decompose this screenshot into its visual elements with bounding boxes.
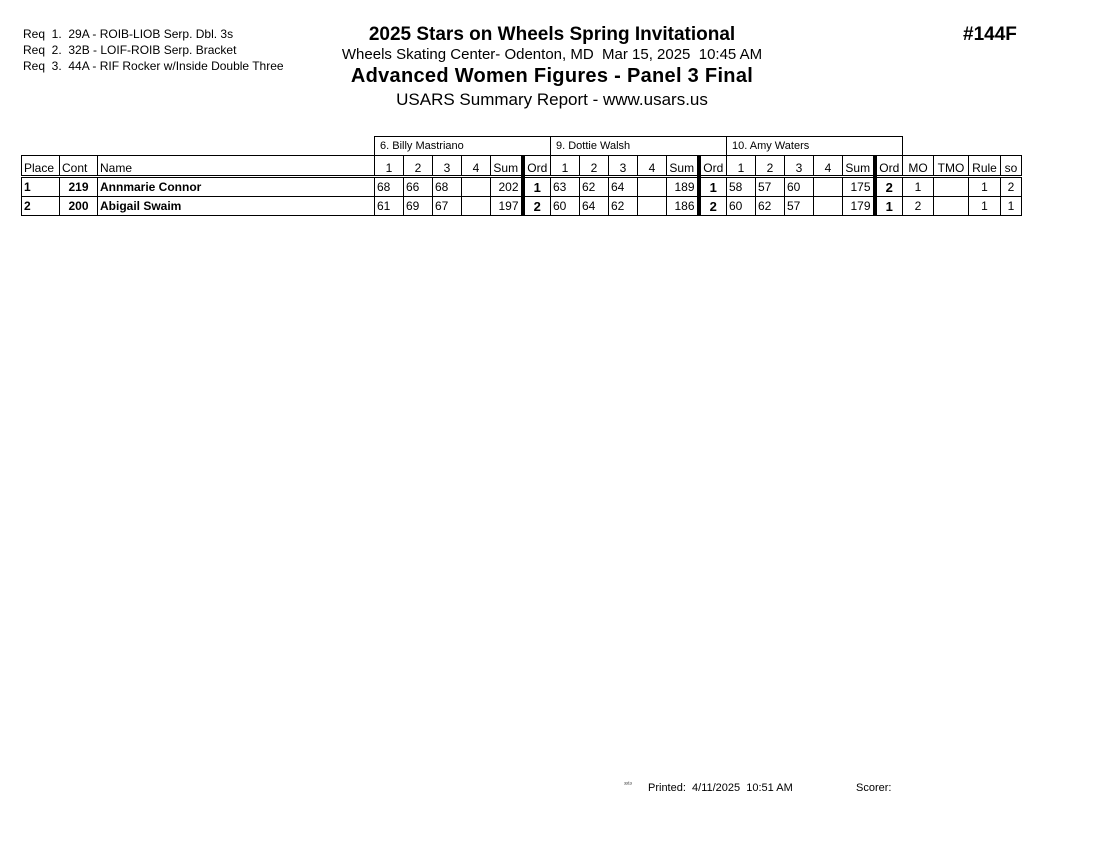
col-j3-score-2: 2: [756, 156, 785, 177]
col-j1-sum: Sum: [491, 156, 523, 177]
score-cell: [638, 197, 667, 216]
col-j2-ord: Ord: [699, 156, 727, 177]
col-j2-score-1: 1: [551, 156, 580, 177]
col-name: Name: [98, 156, 375, 177]
event-title: Advanced Women Figures - Panel 3 Final: [350, 65, 754, 87]
col-j2-score-2: 2: [580, 156, 609, 177]
ordinal-cell: 2: [523, 197, 551, 216]
report-header: [300, 24, 804, 111]
score-cell: 61: [375, 197, 404, 216]
score-cell: 64: [609, 177, 638, 197]
ordinal-cell: 1: [699, 177, 727, 197]
col-j3-score-4: 4: [814, 156, 843, 177]
venue-date: Wheels Skating Center- Odenton, MD Mar 15, 2025 10:45 AM: [341, 46, 763, 63]
col-j1-score-1: 1: [375, 156, 404, 177]
sum-cell: 179: [843, 197, 875, 216]
score-cell: 60: [727, 197, 756, 216]
judge-1-name: 6. Billy Mastriano: [375, 137, 551, 156]
score-cell: [814, 177, 843, 197]
score-cell: 57: [785, 197, 814, 216]
score-cell: 58: [727, 177, 756, 197]
score-cell: 63: [551, 177, 580, 197]
competition-title: 2025 Stars on Wheels Spring Invitational: [368, 24, 736, 45]
score-cell: 64: [580, 197, 609, 216]
skater-name-cell: Annmarie Connor: [98, 177, 375, 197]
score-cell: [462, 197, 491, 216]
mo-cell: 1: [903, 177, 934, 197]
score-cell: 66: [404, 177, 433, 197]
score-cell: 60: [551, 197, 580, 216]
requirement-3: Req 3. 44A - RIF Rocker w/Inside Double Three: [23, 59, 284, 73]
col-tmo: TMO: [934, 156, 969, 177]
mo-cell: 2: [903, 197, 934, 216]
score-cell: 69: [404, 197, 433, 216]
ordinal-cell: 1: [523, 177, 551, 197]
col-j2-score-4: 4: [638, 156, 667, 177]
scorer-label: Scorer:: [856, 782, 892, 794]
place-cell: 1: [22, 177, 60, 197]
printed-timestamp: Printed: 4/11/2025 10:51 AM: [648, 782, 793, 794]
col-j3-score-3: 3: [785, 156, 814, 177]
tmo-cell: [934, 177, 969, 197]
ordinal-cell: 2: [699, 197, 727, 216]
score-cell: [462, 177, 491, 197]
col-j2-sum: Sum: [667, 156, 699, 177]
col-place: Place: [22, 156, 60, 177]
page-mark: ᵌᵌ¹ᵌ: [624, 782, 632, 788]
results-table: [21, 136, 1022, 216]
col-mo: MO: [903, 156, 934, 177]
table-row: [22, 197, 1022, 216]
col-j1-score-2: 2: [404, 156, 433, 177]
col-j1-score-3: 3: [433, 156, 462, 177]
col-j2-score-3: 3: [609, 156, 638, 177]
requirement-1: Req 1. 29A - ROIB-LIOB Serp. Dbl. 3s: [23, 27, 234, 41]
cont-cell: 219: [60, 177, 98, 197]
judge-3-name: 10. Amy Waters: [727, 137, 903, 156]
col-j3-score-1: 1: [727, 156, 756, 177]
col-j3-ord: Ord: [875, 156, 903, 177]
event-number: #144F: [963, 24, 1017, 45]
col-j1-score-4: 4: [462, 156, 491, 177]
ordinal-cell: 2: [875, 177, 903, 197]
sum-cell: 186: [667, 197, 699, 216]
score-cell: 62: [580, 177, 609, 197]
col-so: so: [1001, 156, 1022, 177]
col-j1-ord: Ord: [523, 156, 551, 177]
tmo-cell: [934, 197, 969, 216]
score-cell: 60: [785, 177, 814, 197]
judge-2-name: 9. Dottie Walsh: [551, 137, 727, 156]
sum-cell: 175: [843, 177, 875, 197]
score-cell: [814, 197, 843, 216]
score-cell: [638, 177, 667, 197]
col-rule: Rule: [969, 156, 1001, 177]
rule-cell: 1: [969, 177, 1001, 197]
sum-cell: 202: [491, 177, 523, 197]
requirements-list: [23, 26, 284, 74]
score-cell: 62: [609, 197, 638, 216]
column-header-row: [22, 156, 1022, 177]
table-row: [22, 177, 1022, 197]
score-cell: 57: [756, 177, 785, 197]
skater-name-cell: Abigail Swaim: [98, 197, 375, 216]
score-cell: 67: [433, 197, 462, 216]
judges-row: [22, 137, 1022, 156]
sum-cell: 197: [491, 197, 523, 216]
so-cell: 2: [1001, 177, 1022, 197]
requirement-2: Req 2. 32B - LOIF-ROIB Serp. Bracket: [23, 43, 237, 57]
score-cell: 68: [375, 177, 404, 197]
col-cont: Cont: [60, 156, 98, 177]
score-cell: 68: [433, 177, 462, 197]
ordinal-cell: 1: [875, 197, 903, 216]
score-cell: 62: [756, 197, 785, 216]
so-cell: 1: [1001, 197, 1022, 216]
report-subtitle: USARS Summary Report - www.usars.us: [396, 90, 708, 109]
rule-cell: 1: [969, 197, 1001, 216]
place-cell: 2: [22, 197, 60, 216]
cont-cell: 200: [60, 197, 98, 216]
col-j3-sum: Sum: [843, 156, 875, 177]
sum-cell: 189: [667, 177, 699, 197]
